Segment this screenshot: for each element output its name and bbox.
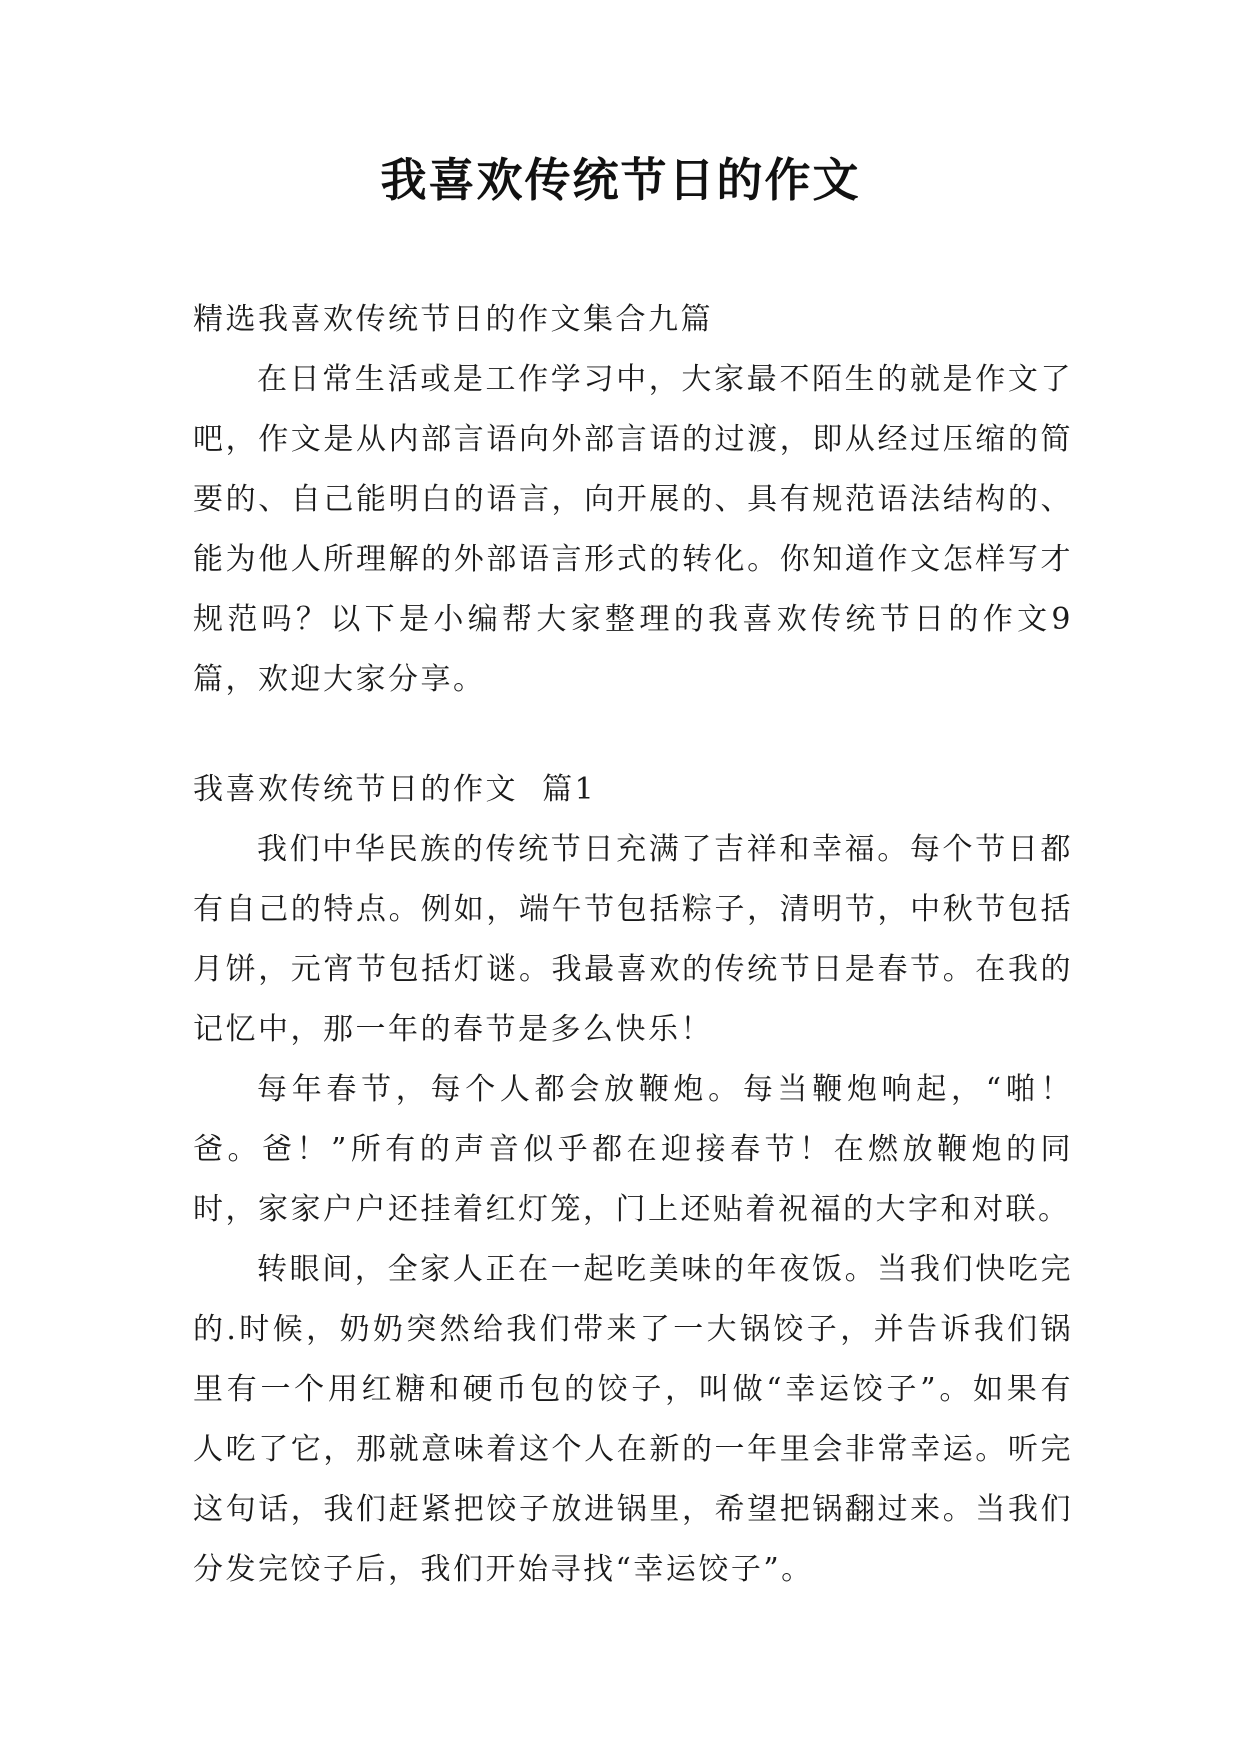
document-title: 我喜欢传统节日的作文 [380,153,861,207]
body-paragraph: 我们中华民族的传统节日充满了吉祥和幸福。每个节日都有自己的特点。例如，端午节包括粽子，清明节，中秋节包括月饼，元宵节包括灯谜。我最喜欢的传统节日是春节。在我的记忆中，那一年的春节是多么快乐！ [193,832,1073,1047]
section-heading: 我喜欢传统节日的作文 篇1 [193,772,597,807]
intro-paragraph: 在日常生活或是工作学习中，大家最不陌生的就是作文了吧，作文是从内部言语向外部言语的过渡，即从经过压缩的简要的、自己能明白的语言，向开展的、具有规范语法结构的、能为他人所理解的外部语言形式的转化。你知道作文怎样写才规范吗？以下是小编帮大家整理的我喜欢传统节日的作文9篇，欢迎大家分享。 [193,362,1073,697]
body-paragraph: 转眼间，全家人正在一起吃美味的年夜饭。当我们快吃完的.时候，奶奶突然给我们带来了一大锅饺子，并告诉我们锅里有一个用红糖和硬币包的饺子，叫做“幸运饺子”。如果有人吃了它，那就意味着这个人在新的一年里会非常幸运。听完这句话，我们赶紧把饺子放进锅里，希望把锅翻过来。当我们分发完饺子后，我们开始寻找“幸运饺子”。 [193,1252,1073,1587]
section-body [193,820,1073,1600]
document-subtitle: 精选我喜欢传统节日的作文集合九篇 [193,302,713,337]
body-paragraph: 每年春节，每个人都会放鞭炮。每当鞭炮响起，“啪！爸。爸！”所有的声音似乎都在迎接春节！在燃放鞭炮的同时，家家户户还挂着红灯笼，门上还贴着祝福的大字和对联。 [193,1072,1073,1227]
